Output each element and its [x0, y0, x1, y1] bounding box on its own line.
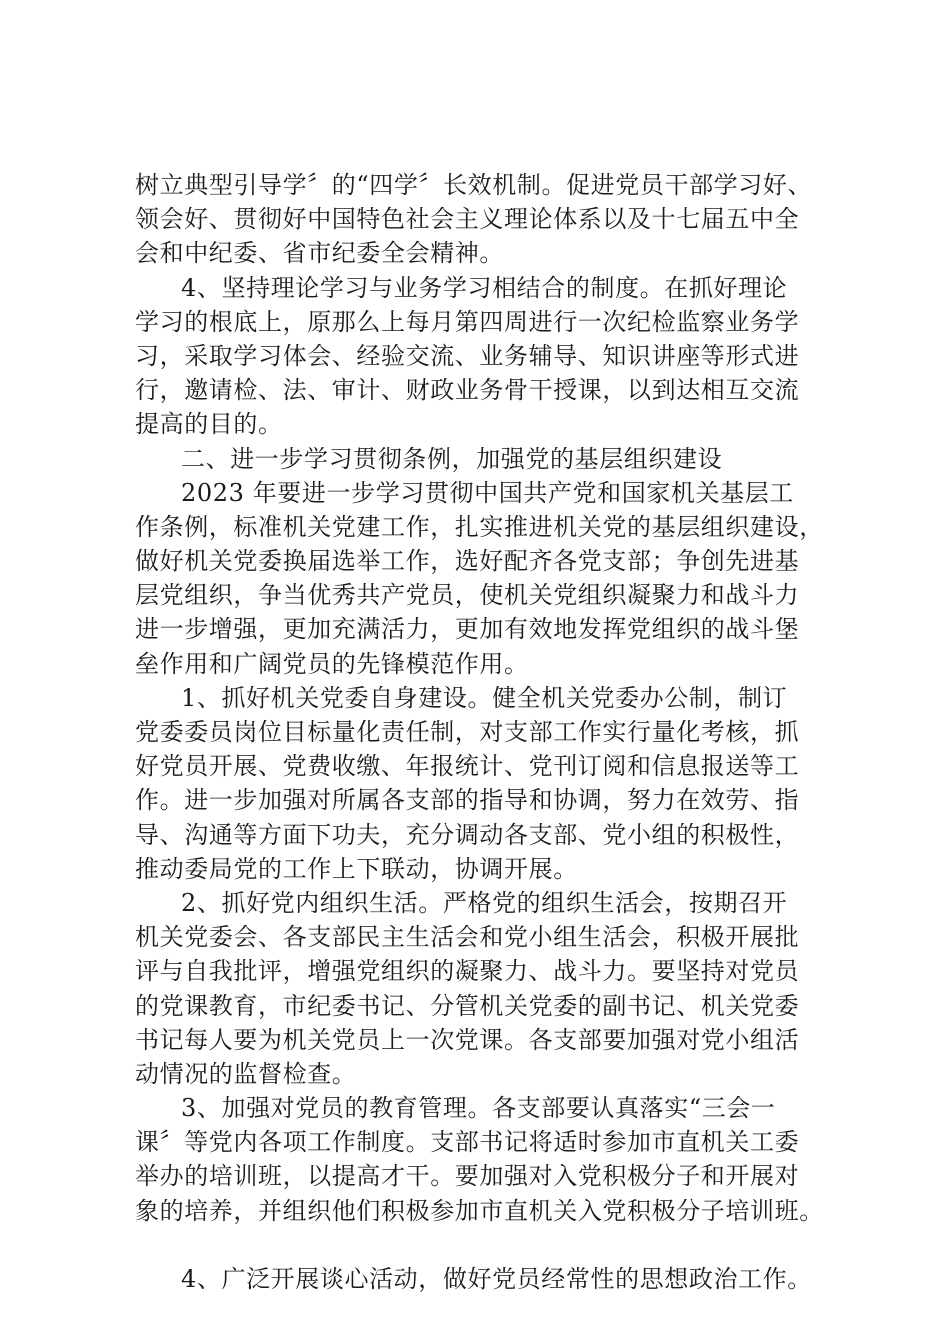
text-line: 党委委员岗位目标量化责任制，对支部工作实行量化考核，抓 [135, 718, 800, 746]
text-line: 1、抓好机关党委自身建设。健全机关党委办公制，制订 [181, 683, 788, 712]
body-text [135, 168, 835, 1296]
text-line: 导、沟通等方面下功夫，充分调动各支部、党小组的积极性， [135, 820, 800, 849]
text-line: 树立典型引导学〞的“四学〞长效机制。促进党员干部学习好、 [135, 171, 813, 199]
text-line: 的党课教育，市纪委书记、分管机关党委的副书记、机关党委 [135, 991, 800, 1020]
text-line: 行，邀请检、法、审计、财政业务骨干授课，以到达相互交流 [135, 376, 800, 405]
section-heading: 二、进一步学习贯彻条例，加强党的基层组织建设 [181, 444, 723, 473]
text-line: 垒作用和广阔党员的先锋模范作用。 [135, 649, 529, 678]
text-line: 层党组织，争当优秀共产党员，使机关党组织凝聚力和战斗力 [135, 581, 800, 610]
text-line: 评与自我批评，增强党组织的凝聚力、战斗力。要坚持对党员 [135, 957, 800, 986]
text-line: 习，采取学习体会、经验交流、业务辅导、知识讲座等形式进 [135, 341, 800, 370]
paragraph-gap [135, 1228, 835, 1262]
text-line: 2023 年要进一步学习贯彻中国共产党和国家机关基层工 [181, 478, 794, 507]
text-line: 作。进一步加强对所属各支部的指导和协调，努力在效劳、指 [135, 786, 800, 815]
text-line: 动情况的监督检查。 [135, 1059, 357, 1088]
text-line: 好党员开展、党费收缴、年报统计、党刊订阅和信息报送等工 [135, 752, 800, 781]
text-line: 4、广泛开展谈心活动，做好党员经常性的思想政治工作。 [181, 1265, 812, 1293]
text-line: 2、抓好党内组织生活。严格党的组织生活会，按期召开 [181, 888, 788, 917]
text-line: 机关党委会、各支部民主生活会和党小组生活会，积极开展批 [135, 923, 800, 952]
text-line: 提高的目的。 [135, 410, 283, 439]
text-line: 领会好、贯彻好中国特色社会主义理论体系以及十七届五中全 [135, 205, 800, 234]
text-line: 做好机关党委换届选举工作，选好配齐各党支部；争创先进基 [135, 547, 800, 576]
text-line: 书记每人要为机关党员上一次党课。各支部要加强对党小组活 [135, 1025, 800, 1054]
text-line: 进一步增强，更加充满活力，更加有效地发挥党组织的战斗堡 [135, 615, 800, 644]
text-line: 推动委局党的工作上下联动，协调开展。 [135, 854, 578, 883]
text-line: 3、加强对党员的教育管理。各支部要认真落实“三会一 [181, 1094, 776, 1123]
text-line: 作条例，标准机关党建工作，扎实推进机关党的基层组织建设， [135, 512, 824, 541]
text-line: 学习的根底上，原那么上每月第四周进行一次纪检监察业务学 [135, 307, 800, 336]
text-line: 4、坚持理论学习与业务学习相结合的制度。在抓好理论 [181, 273, 788, 302]
text-line: 课〞等党内各项工作制度。支部书记将适时参加市直机关工委 [135, 1128, 800, 1157]
text-line: 会和中纪委、省市纪委全会精神。 [135, 239, 504, 268]
text-line: 象的培养，并组织他们积极参加市直机关入党积极分子培训班。 [135, 1196, 824, 1225]
text-line: 举办的培训班，以提高才干。要加强对入党积极分子和开展对 [135, 1162, 800, 1191]
